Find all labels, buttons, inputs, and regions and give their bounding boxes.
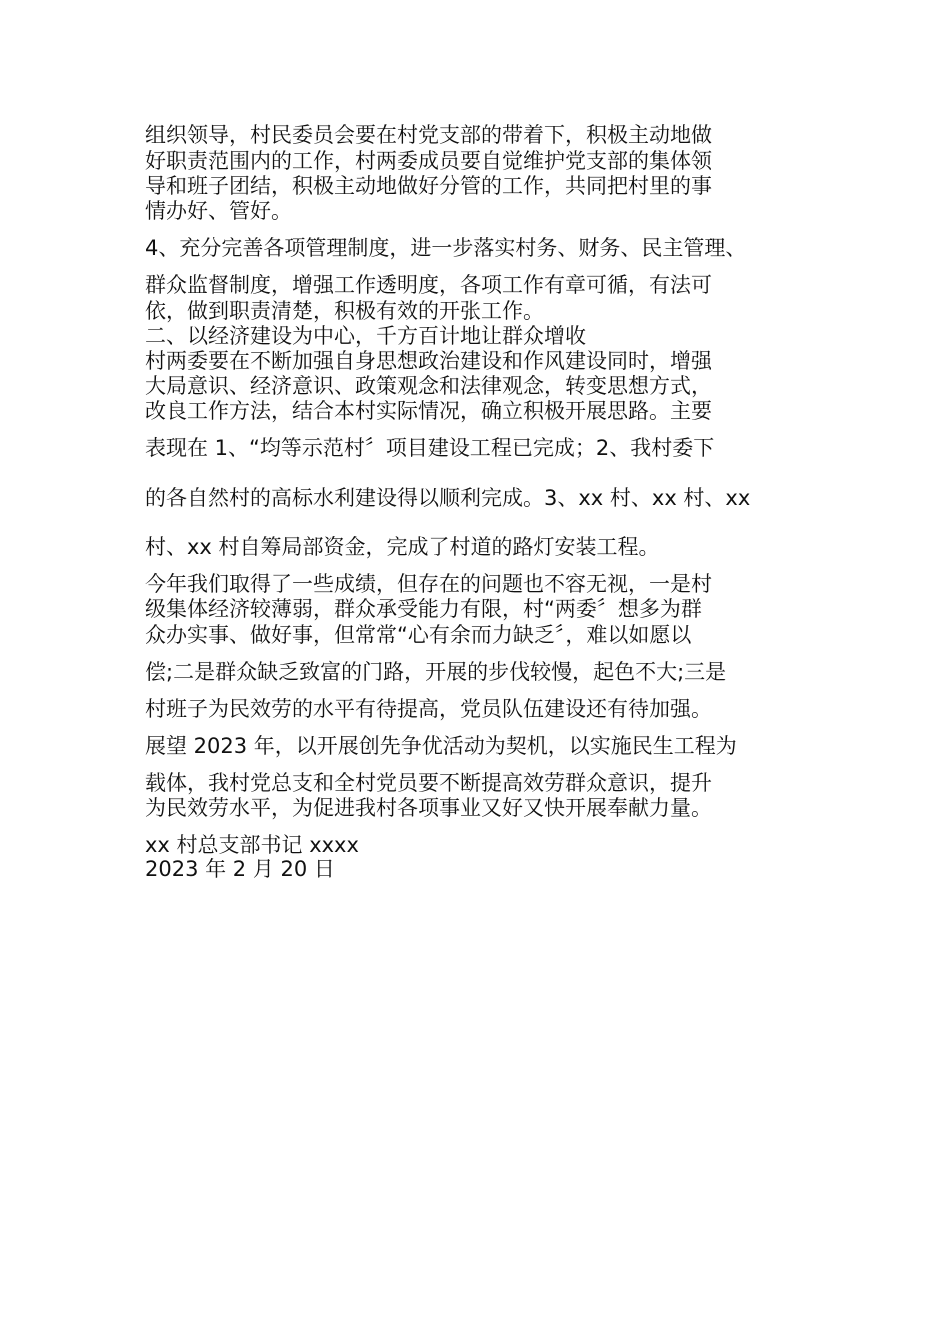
date-line: 2023 年 2 月 20 日 xyxy=(145,857,335,881)
paragraph-line: 改良工作方法，结合本村实际情况，确立积极开展思路。主要 xyxy=(145,399,712,423)
paragraph-line: 村、xx 村自筹局部资金，完成了村道的路灯安装工程。 xyxy=(145,535,660,559)
paragraph-line: 依，做到职责清楚，积极有效的开张工作。 xyxy=(145,299,544,323)
paragraph-line: 导和班子团结，积极主动地做好分管的工作，共同把村里的事 xyxy=(145,174,712,198)
paragraph-line: 村班子为民效劳的水平有待提高，党员队伍建设还有待加强。 xyxy=(145,697,712,721)
paragraph-line: 众办实事、做好事，但常常“心有余而力缺乏〞，难以如愿以 xyxy=(145,623,692,647)
paragraph-line: 表现在 1、“均等示范村〞项目建设工程已完成；2、我村委下 xyxy=(145,436,715,460)
paragraph-line: 大局意识、经济意识、政策观念和法律观念，转变思想方式， xyxy=(145,374,712,398)
paragraph-line: 载体，我村党总支和全村党员要不断提高效劳群众意识，提升 xyxy=(145,771,712,795)
paragraph-line: 偿;二是群众缺乏致富的门路，开展的步伐较慢，起色不大;三是 xyxy=(145,660,727,684)
section-heading: 二、以经济建设为中心，千方百计地让群众增收 xyxy=(145,324,586,348)
paragraph-line: 的各自然村的高标水利建设得以顺利完成。3、xx 村、xx 村、xx xyxy=(145,486,751,510)
paragraph-line: 好职责范围内的工作，村两委成员要自觉维护党支部的集体领 xyxy=(145,149,712,173)
paragraph-line: 级集体经济较薄弱，群众承受能力有限，村“两委〞想多为群 xyxy=(145,597,702,621)
paragraph-line: 今年我们取得了一些成绩，但存在的问题也不容无视，一是村 xyxy=(145,572,712,596)
paragraph-line: 村两委要在不断加强自身思想政治建设和作风建设同时，增强 xyxy=(145,349,712,373)
signature-line: xx 村总支部书记 xxxx xyxy=(145,833,359,857)
paragraph-line: 为民效劳水平，为促进我村各项事业又好又快开展奉献力量。 xyxy=(145,796,712,820)
paragraph-line: 群众监督制度，增强工作透明度，各项工作有章可循，有法可 xyxy=(145,273,712,297)
paragraph-line: 组织领导，村民委员会要在村党支部的带着下，积极主动地做 xyxy=(145,123,712,147)
paragraph-line: 展望 2023 年，以开展创先争优活动为契机，以实施民生工程为 xyxy=(145,734,737,758)
paragraph-line: 4、充分完善各项管理制度，进一步落实村务、财务、民主管理、 xyxy=(145,236,747,260)
paragraph-line: 情办好、管好。 xyxy=(145,199,292,223)
